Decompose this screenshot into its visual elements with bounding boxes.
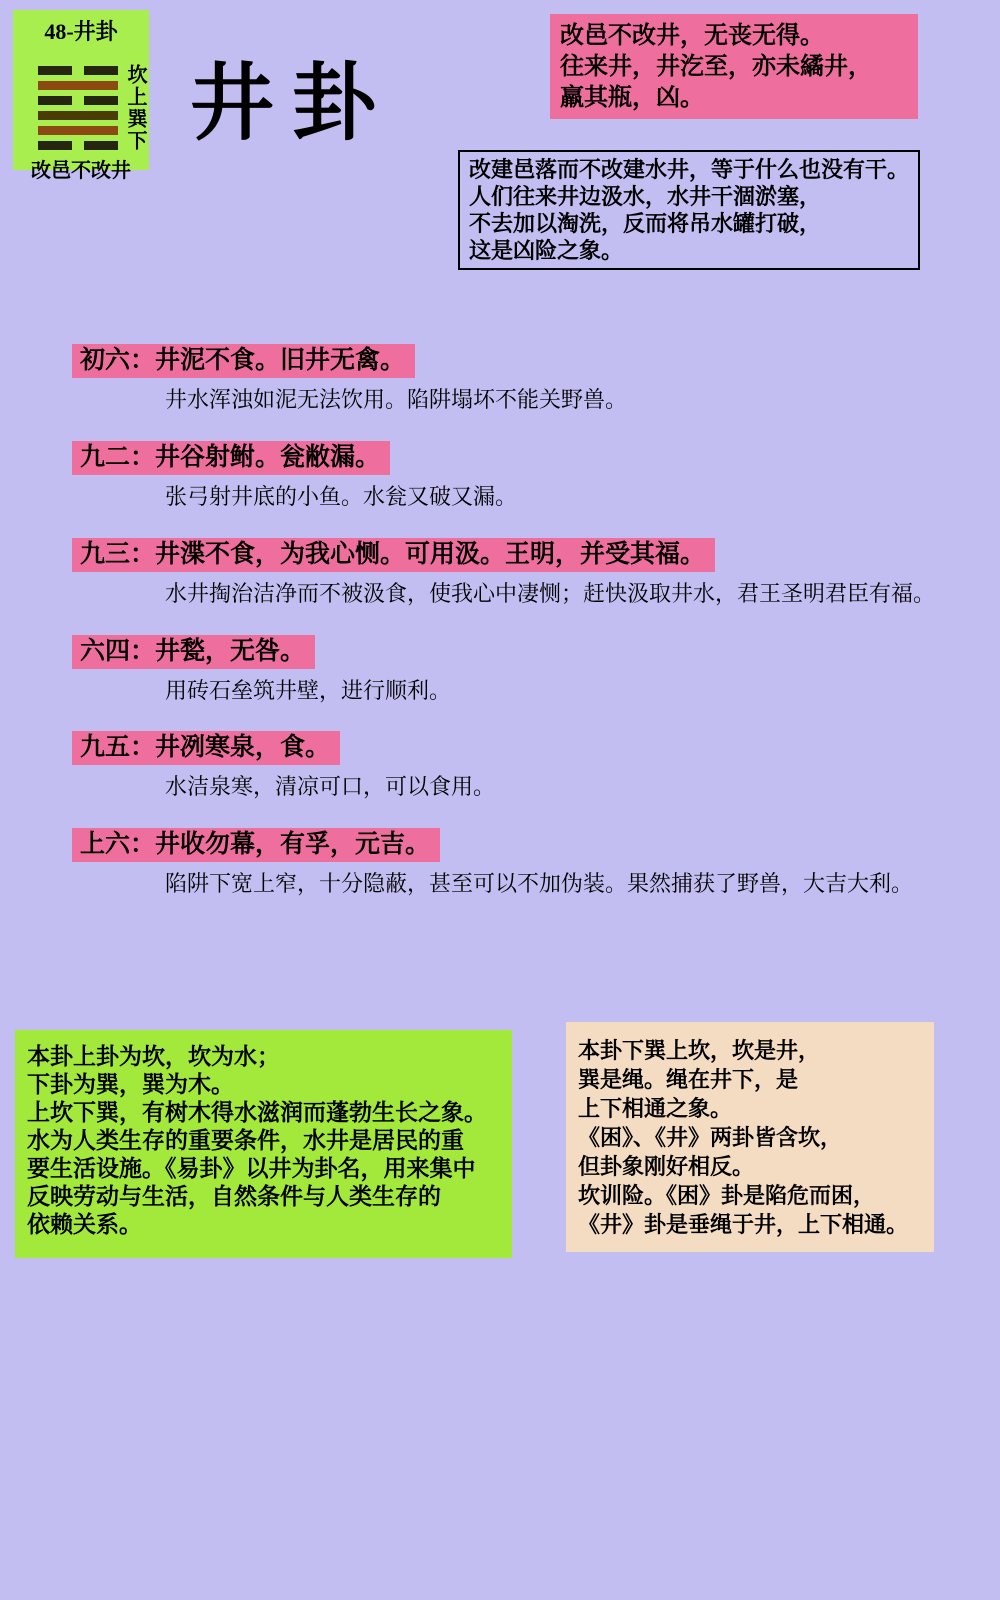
line-section-jiuwu (72, 731, 495, 800)
hexagram-line-solid (38, 126, 118, 135)
line-statement: 初六：井泥不食。旧井无禽。 (72, 344, 415, 378)
line-statement: 九五：井冽寒泉，食。 (72, 731, 340, 765)
trigram-comment-line: 巽是绳。绳在井下，是 (578, 1067, 799, 1092)
judgment-explanation-line: 改建邑落而不改建水井，等于什么也没有干。 (469, 157, 910, 182)
structure-note-line: 依赖关系。 (27, 1212, 142, 1237)
judgment-line: 往来井，井汔至，亦未繘井， (560, 53, 872, 80)
badge-title: 48-井卦 (44, 19, 118, 44)
judgment-line: 羸其瓶，凶。 (560, 84, 704, 111)
structure-note-line: 水为人类生存的重要条件，水井是居民的重 (27, 1128, 464, 1153)
line-explanation: 陷阱下宽上窄，十分隐蔽，甚至可以不加伪装。果然捕获了野兽，大吉大利。 (165, 871, 914, 896)
line-section-liusi (72, 635, 451, 704)
judgment-explanation-line: 人们往来井边汲水，水井干涸淤塞， (469, 184, 822, 209)
hexagram-line-segment (84, 96, 118, 105)
hexagram-line-segment (38, 96, 72, 105)
hexagram-line-solid (38, 81, 118, 90)
judgment-explanation-line: 这是凶险之象。 (469, 238, 624, 263)
hexagram-badge (13, 10, 149, 182)
line-explanation: 水井掏治洁净而不被汲食，使我心中凄恻；赶快汲取井水，君王圣明君臣有福。 (165, 581, 936, 606)
trigram-comment-line: 《井》卦是垂绳于井，上下相通。 (578, 1212, 909, 1237)
hexagram-line-segment (38, 81, 118, 90)
hexagram-line-broken (38, 96, 118, 105)
hexagram-line-segment (38, 126, 118, 135)
judgment-explanation-line: 不去加以淘洗，反而将吊水罐打破， (469, 211, 822, 236)
trigram-comment-box (566, 1022, 934, 1252)
line-explanation: 用砖石垒筑井壁，进行顺利。 (165, 678, 452, 703)
hexagram-line-solid (38, 111, 118, 120)
trigram-comment-line: 但卦象刚好相反。 (578, 1154, 755, 1179)
badge-trigram-note: 坎上巽下 (124, 64, 146, 152)
hexagram-line-segment (38, 111, 118, 120)
hexagram-line-broken (38, 141, 118, 150)
judgment-box (550, 14, 918, 119)
badge-caption: 改邑不改井 (31, 160, 131, 182)
line-section-jiuer (72, 441, 517, 510)
line-section-chuliu (72, 344, 627, 413)
structure-note-line: 下卦为巽，巽为木。 (27, 1072, 234, 1097)
line-section-shangliu (72, 828, 913, 897)
trigram-comment-line: 坎训险。《困》卦是陷危而困， (578, 1183, 876, 1208)
hexagram-symbol (38, 66, 118, 156)
judgment-line: 改邑不改井，无丧无得。 (560, 22, 824, 49)
structure-note-line: 上坎下巽，有树木得水滋润而蓬勃生长之象。 (27, 1100, 487, 1125)
line-explanation: 井水浑浊如泥无法饮用。陷阱塌坏不能关野兽。 (165, 387, 628, 412)
structure-note-box (15, 1030, 512, 1258)
hexagram-line-segment (84, 141, 118, 150)
trigram-comment-line: 本卦下巽上坎，坎是井， (578, 1038, 821, 1063)
line-section-jiusan (72, 538, 935, 607)
line-statement: 九二：井谷射鲋。瓮敝漏。 (72, 441, 390, 475)
line-explanation: 张弓射井底的小鱼。水瓮又破又漏。 (165, 484, 518, 509)
hexagram-line-segment (38, 66, 72, 75)
line-statement: 九三：井渫不食，为我心恻。可用汲。王明，并受其福。 (72, 538, 715, 572)
hexagram-line-segment (84, 66, 118, 75)
hexagram-line-segment (38, 141, 72, 150)
line-statement: 六四：井甃，无咎。 (72, 635, 315, 669)
hexagram-line-broken (38, 66, 118, 75)
structure-note-line: 要生活设施。《易卦》以井为卦名，用来集中 (27, 1156, 476, 1181)
page-title: 井卦 (190, 58, 395, 151)
structure-note-line: 反映劳动与生活，自然条件与人类生存的 (27, 1184, 441, 1209)
line-statement: 上六：井收勿幕，有孚，元吉。 (72, 828, 440, 862)
structure-note-line: 本卦上卦为坎，坎为水； (27, 1044, 280, 1069)
trigram-comment-line: 《困》、《井》两卦皆含坎， (578, 1125, 843, 1150)
line-explanation: 水洁泉寒，清凉可口，可以食用。 (165, 774, 496, 799)
trigram-comment-line: 上下相通之象。 (578, 1096, 733, 1121)
judgment-explanation-box (458, 150, 920, 270)
